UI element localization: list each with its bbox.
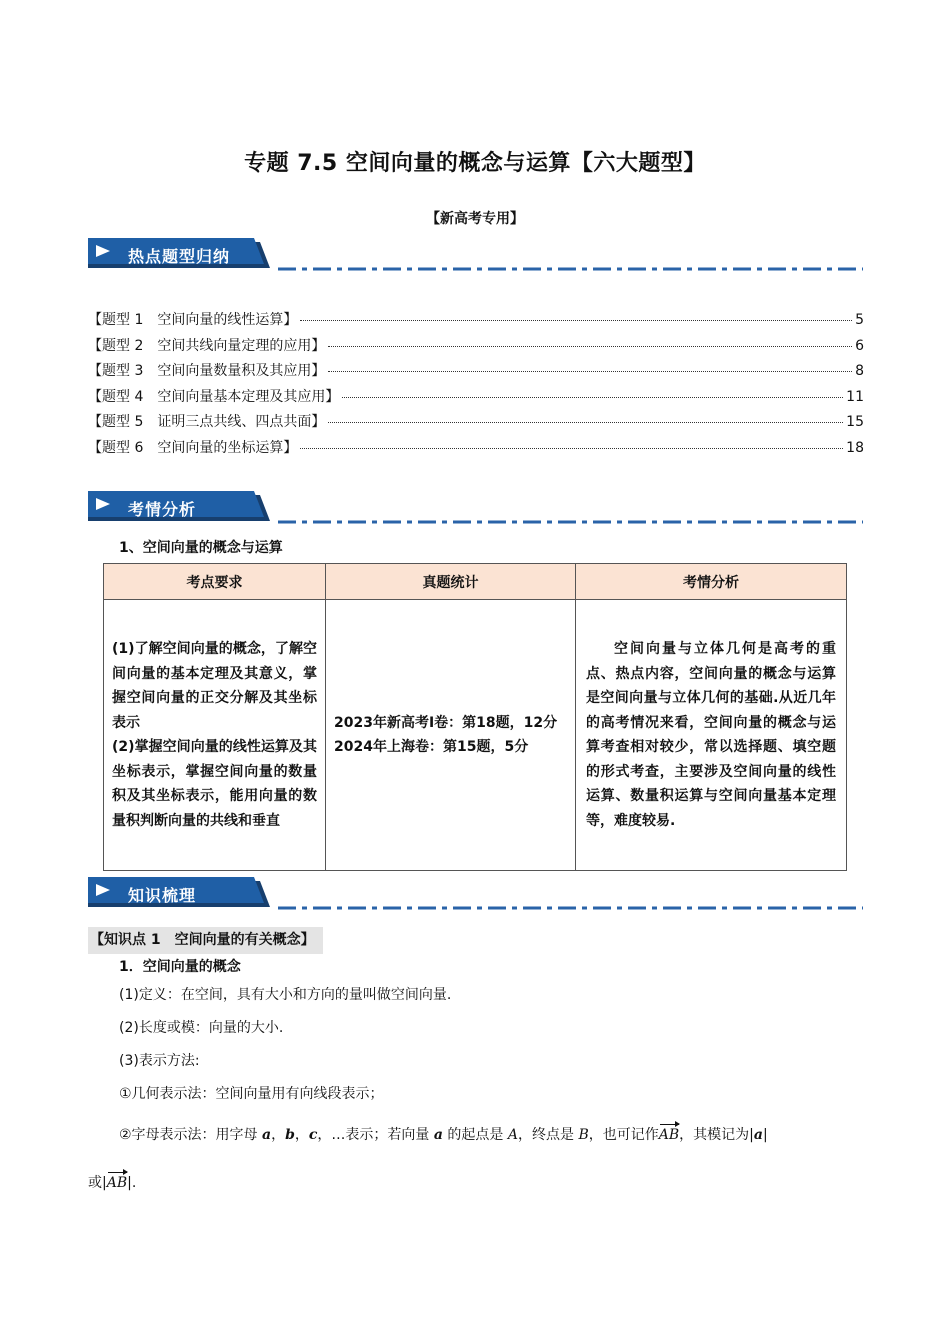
banner-exam-analysis [88, 491, 863, 527]
length-text: (2)长度或模：向量的大小. [119, 1020, 284, 1036]
banner-hot-topics [88, 238, 863, 274]
representation-text: (3)表示方法: [119, 1053, 200, 1069]
table-header-row [104, 564, 847, 600]
page-title: 专题 7.5 空间向量的概念与运算【六大题型】 [244, 151, 706, 176]
banner-shape [88, 877, 863, 913]
banner-shape [88, 491, 863, 527]
banner-label: 知识梳理 [128, 886, 197, 905]
toc-item[interactable]: 【题型 2 空间共线向量定理的应用】 6 [88, 337, 864, 354]
letter-repr-text: ②字母表示法：用字母 a，b，c，…表示；若向量 a 的起点是 A，终点是 B，也可记作AB，其模记为|a| [119, 1127, 768, 1143]
page-subtitle: 【新高考专用】 [426, 211, 524, 227]
vector-ab: AB [658, 1127, 680, 1143]
definition-text: (1)定义：在空间，具有大小和方向的量叫做空间向量. [119, 987, 452, 1003]
requirements-cell: (1)了解空间向量的概念，了解空间向量的基本定理及其意义，掌握空间向量的正交分解及其坐标表示 (2)掌握空间向量的线性运算及其坐标表示，掌握空间向量的数量积及其坐标表示，能用向量的数量积判断向量的共线和垂直 [104, 600, 326, 871]
banner-label: 热点题型归纳 [128, 247, 231, 266]
column-header: 考点要求 [104, 564, 326, 600]
vector-ab: AB [106, 1175, 128, 1191]
toc-item[interactable]: 【题型 4 空间向量基本定理及其应用】 11 [88, 388, 864, 405]
column-header: 考情分析 [576, 564, 847, 600]
knowledge-subtitle: 1．空间向量的概念 [119, 959, 241, 975]
toc-item[interactable]: 【题型 3 空间向量数量积及其应用】 8 [88, 363, 864, 379]
geometric-repr-text: ①几何表示法：空间向量用有向线段表示； [119, 1086, 384, 1102]
column-header: 真题统计 [326, 564, 576, 600]
knowledge-point-title: 【知识点 1 空间向量的有关概念】 [88, 927, 323, 954]
table-of-contents [88, 309, 864, 462]
commentary-cell: 空间向量与立体几何是高考的重点、热点内容，空间向量的概念与运算是空间向量与立体几何的基础.从近几年的高考情况来看，空间向量的概念与运算考查相对较少，常以选择题、填空题的形式考查，主要涉及空间向量的线性运算、数量积运算与空间向量基本定理等，难度较易. [576, 600, 847, 871]
analysis-table [103, 563, 847, 871]
banner-knowledge [88, 877, 863, 913]
letter-repr-continued: 或|AB|. [88, 1175, 137, 1191]
banner-label: 考情分析 [128, 500, 197, 519]
toc-item[interactable]: 【题型 6 空间向量的坐标运算】 18 [88, 439, 864, 456]
toc-item[interactable]: 【题型 5 证明三点共线、四点共面】 15 [88, 414, 864, 430]
table-row [104, 600, 847, 871]
toc-item[interactable]: 【题型 1 空间向量的线性运算】 5 [88, 312, 864, 328]
statistics-cell: 2023年新高考I卷：第18题，12分 2024年上海卷：第15题，5分 [326, 600, 576, 871]
section-heading: 1、空间向量的概念与运算 [119, 540, 283, 556]
